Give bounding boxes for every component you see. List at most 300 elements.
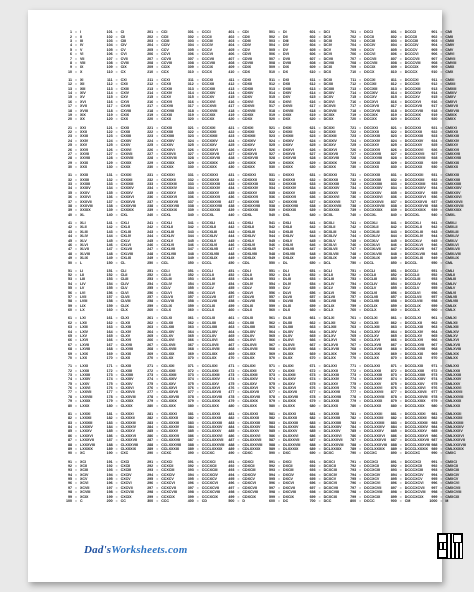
arabic-number: 653 bbox=[309, 277, 316, 282]
roman-numeral: DXL bbox=[282, 212, 291, 217]
numeral-pair bbox=[263, 225, 304, 229]
roman-numeral: CCXC bbox=[161, 451, 172, 456]
arabic-number: 822 bbox=[390, 129, 397, 134]
numeral-pair bbox=[101, 186, 142, 190]
numeral-pair bbox=[141, 451, 182, 455]
equals-sign: = bbox=[75, 295, 77, 300]
numeral-pair bbox=[101, 325, 142, 329]
numeral-pair bbox=[222, 434, 263, 438]
equals-sign: = bbox=[237, 338, 240, 343]
numeral-pair bbox=[60, 338, 101, 342]
arabic-number: 661 bbox=[309, 316, 316, 321]
equals-sign: = bbox=[359, 481, 362, 486]
roman-numeral: LXVII bbox=[80, 342, 89, 347]
numeral-pair bbox=[344, 382, 385, 386]
equals-sign: = bbox=[318, 225, 321, 230]
numeral-pair bbox=[222, 421, 263, 425]
arabic-number: 420 bbox=[228, 117, 235, 122]
roman-numeral: CDXXIV bbox=[242, 138, 256, 143]
roman-numeral: DLVIII bbox=[282, 299, 293, 304]
arabic-number: 118 bbox=[106, 108, 113, 113]
arabic-number: 901 bbox=[431, 30, 438, 35]
roman-numeral: DCCCXCI bbox=[404, 459, 422, 464]
arabic-number: 465 bbox=[228, 333, 235, 338]
arabic-number: 38 bbox=[68, 204, 72, 209]
arabic-number: 309 bbox=[187, 65, 194, 70]
equals-sign: = bbox=[440, 95, 443, 100]
arabic-number: 205 bbox=[147, 47, 154, 52]
roman-numeral: DXLVIII bbox=[282, 251, 296, 256]
roman-numeral: CCL bbox=[161, 260, 169, 265]
arabic-number: 406 bbox=[228, 52, 235, 57]
equals-sign: = bbox=[156, 403, 159, 408]
numeral-pair bbox=[60, 221, 101, 225]
arabic-number: 643 bbox=[309, 229, 316, 234]
roman-numeral: DCLXX bbox=[323, 355, 336, 360]
roman-numeral: DCCXCI bbox=[364, 459, 378, 464]
equals-sign: = bbox=[440, 377, 443, 382]
numeral-pair bbox=[344, 113, 385, 117]
roman-numeral: DCCXLIII bbox=[364, 229, 380, 234]
table-row bbox=[60, 70, 466, 74]
numeral-pair bbox=[304, 447, 345, 451]
arabic-number: 644 bbox=[309, 234, 316, 239]
equals-sign: = bbox=[156, 325, 159, 330]
roman-numeral: CCCXVII bbox=[201, 104, 217, 109]
equals-sign: = bbox=[237, 377, 240, 382]
equals-sign: = bbox=[359, 182, 362, 187]
equals-sign: = bbox=[318, 43, 321, 48]
numeral-pair bbox=[425, 304, 466, 308]
roman-numeral: XL bbox=[80, 212, 85, 217]
roman-numeral: CDXCVI bbox=[242, 481, 256, 486]
equals-sign: = bbox=[359, 377, 362, 382]
roman-numeral: CM bbox=[404, 499, 411, 504]
roman-numeral: CCXIX bbox=[161, 113, 173, 118]
roman-numeral: CCXXXVI bbox=[161, 195, 177, 200]
roman-numeral: DXLIV bbox=[282, 234, 294, 239]
arabic-number: 873 bbox=[390, 372, 397, 377]
arabic-number: 521 bbox=[268, 125, 275, 130]
equals-sign: = bbox=[359, 295, 362, 300]
equals-sign: = bbox=[75, 325, 77, 330]
equals-sign: = bbox=[277, 290, 280, 295]
roman-numeral: CCIX bbox=[161, 65, 170, 70]
roman-numeral: DCLXXXVI bbox=[323, 433, 342, 438]
roman-numeral: XLIII bbox=[80, 229, 88, 234]
arabic-number: 974 bbox=[431, 377, 438, 382]
arabic-number: 606 bbox=[309, 52, 316, 57]
arabic-number: 439 bbox=[228, 208, 235, 213]
arabic-number: 824 bbox=[390, 138, 397, 143]
numeral-pair bbox=[385, 35, 426, 39]
roman-numeral: DC bbox=[282, 499, 289, 504]
roman-numeral: XXV bbox=[80, 143, 88, 148]
equals-sign: = bbox=[115, 333, 118, 338]
roman-numeral: DII bbox=[282, 34, 288, 39]
numeral-pair bbox=[222, 291, 263, 295]
arabic-number: 226 bbox=[147, 147, 154, 152]
roman-numeral: DCLXXXII bbox=[323, 416, 341, 421]
numeral-pair bbox=[385, 230, 426, 234]
numeral-pair bbox=[304, 356, 345, 360]
roman-numeral: CCLXXI bbox=[161, 364, 175, 369]
roman-numeral: DCCXLVI bbox=[364, 242, 380, 247]
equals-sign: = bbox=[156, 416, 159, 421]
roman-numeral: CXLV bbox=[120, 238, 130, 243]
roman-numeral: DCCXXVIII bbox=[364, 156, 383, 161]
arabic-number: 831 bbox=[390, 173, 397, 178]
roman-numeral: CCCLXV bbox=[201, 333, 217, 338]
arabic-number: 766 bbox=[350, 338, 357, 343]
arabic-number: 604 bbox=[309, 43, 316, 48]
arabic-number: 850 bbox=[390, 260, 397, 265]
roman-numeral: DCCLXXX bbox=[364, 403, 382, 408]
arabic-number: 425 bbox=[228, 143, 235, 148]
equals-sign: = bbox=[399, 134, 402, 139]
site-logo[interactable] bbox=[84, 544, 188, 556]
arabic-number: 448 bbox=[228, 251, 235, 256]
roman-numeral: DCCXXVI bbox=[364, 147, 381, 152]
roman-numeral: CCCLVII bbox=[201, 295, 216, 300]
roman-numeral: CDXXXIV bbox=[242, 186, 259, 191]
numeral-pair bbox=[425, 495, 466, 499]
roman-numeral: CVI bbox=[120, 52, 127, 57]
arabic-number: 956 bbox=[431, 290, 438, 295]
arabic-number: 630 bbox=[309, 165, 316, 170]
equals-sign: = bbox=[277, 165, 280, 170]
equals-sign: = bbox=[359, 242, 362, 247]
roman-numeral: DCCCXCV bbox=[404, 477, 423, 482]
arabic-number: 792 bbox=[350, 463, 357, 468]
arabic-number: 136 bbox=[106, 195, 113, 200]
equals-sign: = bbox=[156, 34, 159, 39]
equals-sign: = bbox=[359, 438, 362, 443]
arabic-number: 968 bbox=[431, 347, 438, 352]
roman-numeral: CMII bbox=[445, 34, 453, 39]
equals-sign: = bbox=[318, 308, 321, 313]
numeral-pair bbox=[60, 477, 101, 481]
arabic-number: 806 bbox=[390, 52, 397, 57]
roman-numeral: DCCV bbox=[364, 47, 375, 52]
table-row bbox=[60, 499, 466, 503]
equals-sign: = bbox=[318, 199, 321, 204]
equals-sign: = bbox=[196, 56, 199, 61]
roman-numeral: DXV bbox=[282, 95, 291, 100]
roman-numeral: DCXIII bbox=[323, 86, 335, 91]
roman-numeral: CMLXXIX bbox=[445, 399, 462, 404]
arabic-number: 168 bbox=[106, 347, 113, 352]
arabic-number: 920 bbox=[431, 117, 438, 122]
arabic-number: 437 bbox=[228, 199, 235, 204]
numeral-pair bbox=[425, 316, 466, 320]
roman-numeral: CDLXVIII bbox=[242, 347, 258, 352]
arabic-number: 151 bbox=[106, 268, 113, 273]
roman-numeral: CCLXIV bbox=[161, 329, 175, 334]
roman-numeral: DCXXVIII bbox=[323, 156, 339, 161]
arabic-number: 909 bbox=[431, 65, 438, 70]
equals-sign: = bbox=[277, 104, 280, 109]
equals-sign: = bbox=[237, 347, 240, 352]
roman-numeral: CCLXXVII bbox=[161, 390, 178, 395]
numeral-pair bbox=[141, 221, 182, 225]
arabic-number: 18 bbox=[68, 108, 72, 113]
roman-numeral: CCCXCIX bbox=[201, 494, 218, 499]
equals-sign: = bbox=[196, 247, 199, 252]
equals-sign: = bbox=[359, 386, 362, 391]
equals-sign: = bbox=[237, 173, 240, 178]
numeral-pair bbox=[141, 156, 182, 160]
equals-sign: = bbox=[75, 463, 77, 468]
equals-sign: = bbox=[75, 182, 77, 187]
numeral-pair bbox=[60, 234, 101, 238]
numeral-pair bbox=[60, 269, 101, 273]
numeral-pair bbox=[222, 156, 263, 160]
equals-sign: = bbox=[440, 156, 443, 161]
equals-sign: = bbox=[237, 468, 240, 473]
roman-numeral: DCCXXX bbox=[364, 165, 380, 170]
equals-sign: = bbox=[75, 247, 77, 252]
arabic-number: 358 bbox=[187, 299, 194, 304]
roman-numeral: CDXXXVIII bbox=[242, 204, 261, 209]
equals-sign: = bbox=[115, 295, 118, 300]
roman-numeral: CCLXXXV bbox=[161, 429, 179, 434]
equals-sign: = bbox=[115, 190, 118, 195]
roman-numeral: CCLXX bbox=[161, 355, 174, 360]
roman-numeral: DLIX bbox=[282, 303, 292, 308]
arabic-number: 195 bbox=[106, 477, 113, 482]
arabic-number: 811 bbox=[390, 77, 397, 82]
numeral-pair bbox=[263, 347, 304, 351]
equals-sign: = bbox=[318, 151, 321, 156]
equals-sign: = bbox=[156, 372, 159, 377]
arabic-number: 141 bbox=[106, 221, 113, 225]
equals-sign: = bbox=[440, 499, 443, 504]
arabic-number: 607 bbox=[309, 56, 316, 61]
roman-numeral: CMLXXXI bbox=[445, 411, 462, 416]
arabic-number: 827 bbox=[390, 151, 397, 156]
equals-sign: = bbox=[115, 268, 118, 273]
roman-numeral: CCCLXIII bbox=[201, 325, 218, 330]
equals-sign: = bbox=[399, 281, 402, 286]
arabic-number: 730 bbox=[350, 165, 357, 170]
roman-numeral: CLXXXV bbox=[120, 429, 135, 434]
numeral-pair bbox=[141, 364, 182, 368]
roman-numeral: DCCXXII bbox=[364, 129, 379, 134]
roman-numeral: DIII bbox=[282, 38, 289, 43]
arabic-number: 778 bbox=[350, 394, 357, 399]
equals-sign: = bbox=[359, 463, 362, 468]
roman-numeral: CCCLXXXI bbox=[201, 411, 220, 416]
roman-numeral: DLXXXVIII bbox=[282, 442, 301, 447]
roman-numeral: CCIII bbox=[161, 38, 170, 43]
arabic-number: 114 bbox=[106, 91, 113, 96]
equals-sign: = bbox=[359, 147, 362, 152]
roman-numeral: CDXI bbox=[242, 77, 251, 82]
numeral-pair bbox=[385, 200, 426, 204]
roman-numeral: DCCXXXVIII bbox=[364, 204, 385, 209]
equals-sign: = bbox=[359, 451, 362, 456]
roman-numeral: DCCCLIII bbox=[404, 277, 421, 282]
qr-code-icon[interactable] bbox=[438, 534, 462, 558]
arabic-number: 947 bbox=[431, 247, 438, 252]
numeral-pair bbox=[304, 82, 345, 86]
equals-sign: = bbox=[440, 38, 443, 43]
numeral-pair bbox=[304, 277, 345, 281]
numeral-pair bbox=[263, 143, 304, 147]
equals-sign: = bbox=[359, 190, 362, 195]
arabic-number: 880 bbox=[390, 403, 397, 408]
numeral-pair bbox=[222, 87, 263, 91]
numeral-pair bbox=[304, 43, 345, 47]
roman-numeral: LXXV bbox=[80, 381, 90, 386]
arabic-number: 808 bbox=[390, 60, 397, 65]
numeral-pair bbox=[60, 95, 101, 99]
roman-numeral: CML bbox=[445, 260, 454, 265]
numeral-pair bbox=[425, 30, 466, 34]
roman-numeral: DXII bbox=[282, 82, 290, 87]
numeral-pair bbox=[263, 252, 304, 256]
roman-numeral: DCCCXVII bbox=[404, 104, 422, 109]
roman-numeral: CCCLXXII bbox=[201, 368, 219, 373]
arabic-number: 15 bbox=[68, 95, 72, 100]
arabic-number: 820 bbox=[390, 117, 397, 122]
roman-numeral: CMLXXIII bbox=[445, 372, 461, 377]
arabic-number: 512 bbox=[268, 82, 275, 87]
arabic-number: 640 bbox=[309, 212, 316, 217]
arabic-number: 496 bbox=[228, 481, 235, 486]
equals-sign: = bbox=[237, 69, 240, 74]
numeral-pair bbox=[344, 286, 385, 290]
equals-sign: = bbox=[115, 186, 118, 191]
numeral-pair bbox=[60, 230, 101, 234]
equals-sign: = bbox=[156, 60, 159, 65]
roman-numeral: CMX bbox=[445, 69, 454, 74]
numeral-pair bbox=[385, 195, 426, 199]
equals-sign: = bbox=[156, 65, 159, 70]
equals-sign: = bbox=[156, 221, 159, 225]
equals-sign: = bbox=[75, 499, 77, 504]
arabic-number: 575 bbox=[268, 381, 275, 386]
numeral-pair bbox=[141, 421, 182, 425]
roman-numeral: CCLXXIII bbox=[161, 372, 177, 377]
arabic-number: 196 bbox=[106, 481, 113, 486]
roman-numeral: DCCCIV bbox=[404, 43, 419, 48]
arabic-number: 57 bbox=[68, 295, 72, 300]
arabic-number: 754 bbox=[350, 281, 357, 286]
arabic-number: 602 bbox=[309, 34, 316, 39]
numeral-pair bbox=[425, 438, 466, 442]
arabic-number: 658 bbox=[309, 299, 316, 304]
roman-numeral: CXXII bbox=[120, 129, 130, 134]
numeral-pair bbox=[263, 152, 304, 156]
arabic-number: 463 bbox=[228, 325, 235, 330]
numeral-pair bbox=[101, 109, 142, 113]
arabic-number: 169 bbox=[106, 351, 113, 356]
numeral-pair bbox=[60, 39, 101, 43]
numeral-pair bbox=[263, 412, 304, 416]
arabic-number: 219 bbox=[147, 113, 154, 118]
equals-sign: = bbox=[237, 386, 240, 391]
equals-sign: = bbox=[196, 438, 199, 443]
roman-numeral: CCLXI bbox=[161, 316, 172, 321]
arabic-number: 153 bbox=[106, 277, 113, 282]
arabic-number: 518 bbox=[268, 108, 275, 113]
numeral-pair bbox=[425, 61, 466, 65]
roman-numeral: CXL bbox=[120, 212, 128, 217]
numeral-pair bbox=[182, 104, 223, 108]
numeral-pair bbox=[101, 152, 142, 156]
roman-numeral: CXCV bbox=[120, 477, 131, 482]
equals-sign: = bbox=[75, 481, 77, 486]
equals-sign: = bbox=[75, 104, 77, 109]
roman-numeral: DCLVIII bbox=[323, 299, 337, 304]
equals-sign: = bbox=[277, 82, 280, 87]
numeral-pair bbox=[182, 252, 223, 256]
numeral-pair bbox=[60, 373, 101, 377]
equals-sign: = bbox=[399, 446, 402, 451]
arabic-number: 19 bbox=[68, 113, 72, 118]
arabic-number: 971 bbox=[431, 364, 438, 369]
roman-numeral: CXXVIII bbox=[120, 156, 134, 161]
roman-numeral: CLVIII bbox=[120, 299, 131, 304]
roman-numeral: CCCXXV bbox=[201, 143, 217, 148]
roman-numeral: CMXCI bbox=[445, 459, 457, 464]
equals-sign: = bbox=[399, 65, 402, 70]
arabic-number: 723 bbox=[350, 134, 357, 139]
equals-sign: = bbox=[156, 433, 159, 438]
arabic-number: 269 bbox=[147, 351, 154, 356]
roman-numeral: DCLXXXIV bbox=[323, 424, 342, 429]
roman-numeral: DCXCVIII bbox=[323, 490, 340, 495]
numeral-pair bbox=[60, 308, 101, 312]
equals-sign: = bbox=[75, 95, 77, 100]
equals-sign: = bbox=[359, 234, 362, 239]
roman-numeral: CCI bbox=[161, 30, 168, 35]
numeral-pair bbox=[385, 182, 426, 186]
numeral-pair bbox=[385, 61, 426, 65]
arabic-number: 856 bbox=[390, 290, 397, 295]
equals-sign: = bbox=[399, 429, 402, 434]
equals-sign: = bbox=[359, 129, 362, 134]
roman-numeral: CMLX bbox=[445, 308, 456, 313]
roman-numeral: XLIX bbox=[80, 256, 88, 261]
equals-sign: = bbox=[318, 91, 321, 96]
roman-numeral: DXCI bbox=[282, 459, 292, 464]
roman-numeral: CDXLII bbox=[242, 225, 255, 230]
equals-sign: = bbox=[75, 451, 77, 456]
numeral-pair bbox=[385, 91, 426, 95]
numeral-pair bbox=[101, 451, 142, 455]
equals-sign: = bbox=[440, 290, 443, 295]
equals-sign: = bbox=[359, 494, 362, 499]
roman-numeral: XXIX bbox=[80, 160, 89, 165]
roman-numeral: CMXXVI bbox=[445, 147, 460, 152]
roman-numeral: CDLXXXVI bbox=[242, 433, 261, 438]
arabic-number: 853 bbox=[390, 277, 397, 282]
equals-sign: = bbox=[277, 91, 280, 96]
equals-sign: = bbox=[115, 204, 118, 209]
equals-sign: = bbox=[359, 333, 362, 338]
roman-numeral: DXVII bbox=[282, 104, 293, 109]
roman-numeral: DCLXXIV bbox=[323, 377, 340, 382]
numeral-pair bbox=[222, 234, 263, 238]
numeral-pair bbox=[60, 87, 101, 91]
numeral-pair bbox=[304, 70, 345, 74]
equals-sign: = bbox=[196, 208, 199, 213]
arabic-number: 771 bbox=[350, 364, 357, 369]
numeral-pair bbox=[385, 477, 426, 481]
